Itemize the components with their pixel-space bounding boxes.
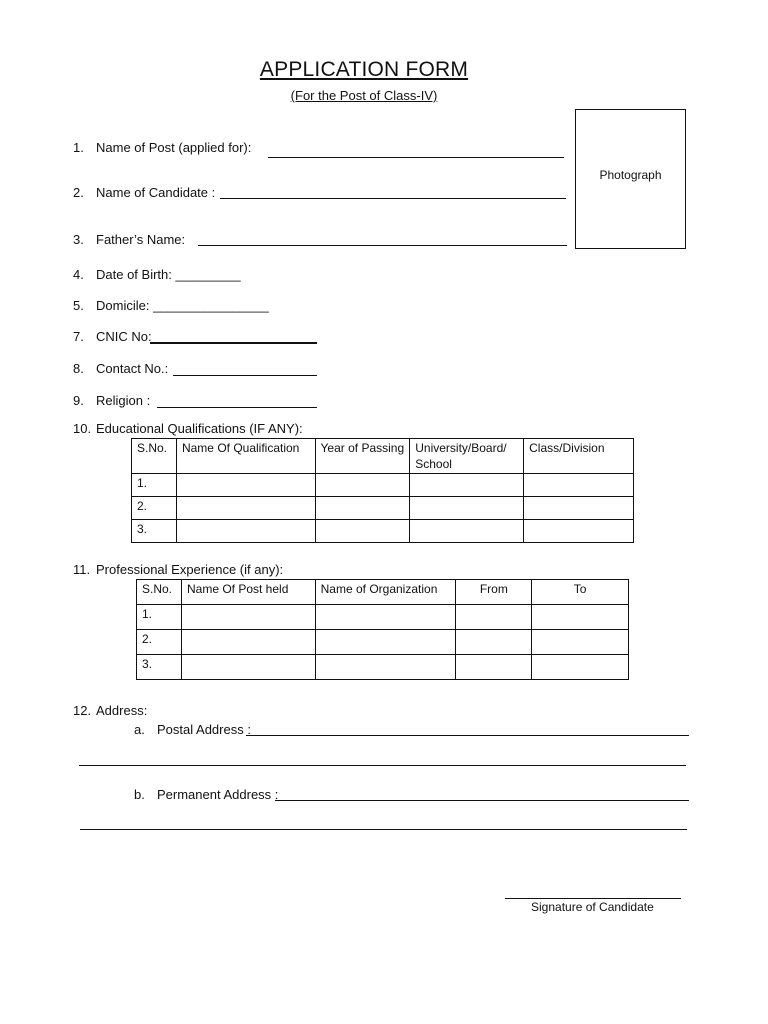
experience-cell[interactable]	[181, 655, 315, 680]
experience-cell[interactable]	[315, 605, 456, 630]
photograph-box	[575, 109, 686, 249]
section-number: 11.	[73, 562, 91, 577]
address-heading: Address:	[96, 703, 148, 718]
table-row	[132, 474, 634, 497]
education-cell[interactable]	[176, 474, 315, 497]
experience-cell[interactable]	[181, 605, 315, 630]
education-col-qualification: Name Of Qualification	[176, 439, 315, 474]
field-number: 7.	[73, 329, 84, 344]
education-col-class: Class/Division	[524, 439, 634, 474]
candidate-name-label: Name of Candidate :	[96, 185, 216, 200]
permanent-address-line-2[interactable]	[80, 829, 687, 830]
postal-address-line[interactable]	[246, 735, 689, 736]
experience-col-to: To	[532, 580, 629, 605]
contact-label: Contact No.:	[96, 361, 169, 376]
education-cell[interactable]	[176, 497, 315, 520]
religion-line[interactable]	[157, 407, 317, 408]
father-name-label: Father’s Name:	[96, 232, 186, 247]
field-number: 2.	[73, 185, 84, 200]
signature-line[interactable]	[505, 898, 681, 899]
experience-cell[interactable]	[456, 605, 532, 630]
experience-heading: Professional Experience (if any):	[96, 562, 284, 577]
form-title: APPLICATION FORM	[259, 58, 469, 81]
education-cell[interactable]	[315, 474, 410, 497]
experience-col-post: Name Of Post held	[181, 580, 315, 605]
education-cell[interactable]	[524, 497, 634, 520]
experience-cell[interactable]	[532, 605, 629, 630]
contact-line[interactable]	[173, 375, 317, 376]
postal-address-label: Postal Address :	[157, 722, 251, 737]
experience-cell[interactable]	[315, 630, 456, 655]
experience-row-sno: 3.	[137, 655, 182, 680]
experience-row-sno: 2.	[137, 630, 182, 655]
cnic-label: CNIC No:	[96, 329, 152, 344]
education-row-sno: 1.	[132, 474, 177, 497]
signature-label: Signature of Candidate	[531, 900, 654, 914]
experience-cell[interactable]	[532, 630, 629, 655]
postal-address-letter: a.	[134, 722, 145, 737]
experience-cell[interactable]	[456, 655, 532, 680]
education-table	[131, 438, 634, 543]
experience-row-sno: 1.	[137, 605, 182, 630]
field-number: 1.	[73, 140, 84, 155]
cnic-line[interactable]	[150, 342, 317, 344]
experience-cell[interactable]	[532, 655, 629, 680]
education-cell[interactable]	[410, 520, 524, 543]
education-heading: Educational Qualifications (IF ANY):	[96, 421, 303, 436]
postal-address-line-2[interactable]	[79, 765, 686, 766]
section-number: 10.	[73, 421, 92, 436]
education-col-year: Year of Passing	[315, 439, 410, 474]
permanent-address-letter: b.	[134, 787, 145, 802]
form-subtitle: (For the Post of Class-IV)	[290, 88, 438, 103]
permanent-address-label: Permanent Address :	[157, 787, 279, 802]
section-number: 12.	[73, 703, 92, 718]
experience-table	[136, 579, 629, 680]
domicile-label[interactable]: Domicile: ________________	[96, 298, 269, 313]
field-number: 4.	[73, 267, 84, 282]
name-of-post-label: Name of Post (applied for):	[96, 140, 252, 155]
permanent-address-line[interactable]	[275, 800, 689, 801]
candidate-name-line[interactable]	[220, 198, 566, 199]
father-name-line[interactable]	[198, 245, 567, 246]
education-col-university: University/Board/ School	[410, 439, 524, 474]
experience-cell[interactable]	[456, 630, 532, 655]
education-cell[interactable]	[410, 474, 524, 497]
experience-col-organization: Name of Organization	[315, 580, 456, 605]
photograph-label: Photograph	[599, 168, 662, 182]
religion-label: Religion :	[96, 393, 151, 408]
table-row	[132, 497, 634, 520]
experience-cell[interactable]	[181, 630, 315, 655]
education-cell[interactable]	[524, 520, 634, 543]
experience-col-sno: S.No.	[137, 580, 182, 605]
table-row	[132, 520, 634, 543]
table-row	[137, 605, 629, 630]
education-row-sno: 2.	[132, 497, 177, 520]
education-cell[interactable]	[315, 520, 410, 543]
date-of-birth-label[interactable]: Date of Birth: _________	[96, 267, 241, 282]
table-row	[137, 630, 629, 655]
field-number: 5.	[73, 298, 84, 313]
table-row	[137, 655, 629, 680]
name-of-post-line[interactable]	[268, 157, 564, 158]
experience-cell[interactable]	[315, 655, 456, 680]
field-number: 9.	[73, 393, 84, 408]
experience-col-from: From	[456, 580, 532, 605]
education-row-sno: 3.	[132, 520, 177, 543]
education-cell[interactable]	[410, 497, 524, 520]
education-col-sno: S.No.	[132, 439, 177, 474]
education-cell[interactable]	[176, 520, 315, 543]
field-number: 8.	[73, 361, 84, 376]
field-number: 3.	[73, 232, 84, 247]
education-cell[interactable]	[524, 474, 634, 497]
education-cell[interactable]	[315, 497, 410, 520]
